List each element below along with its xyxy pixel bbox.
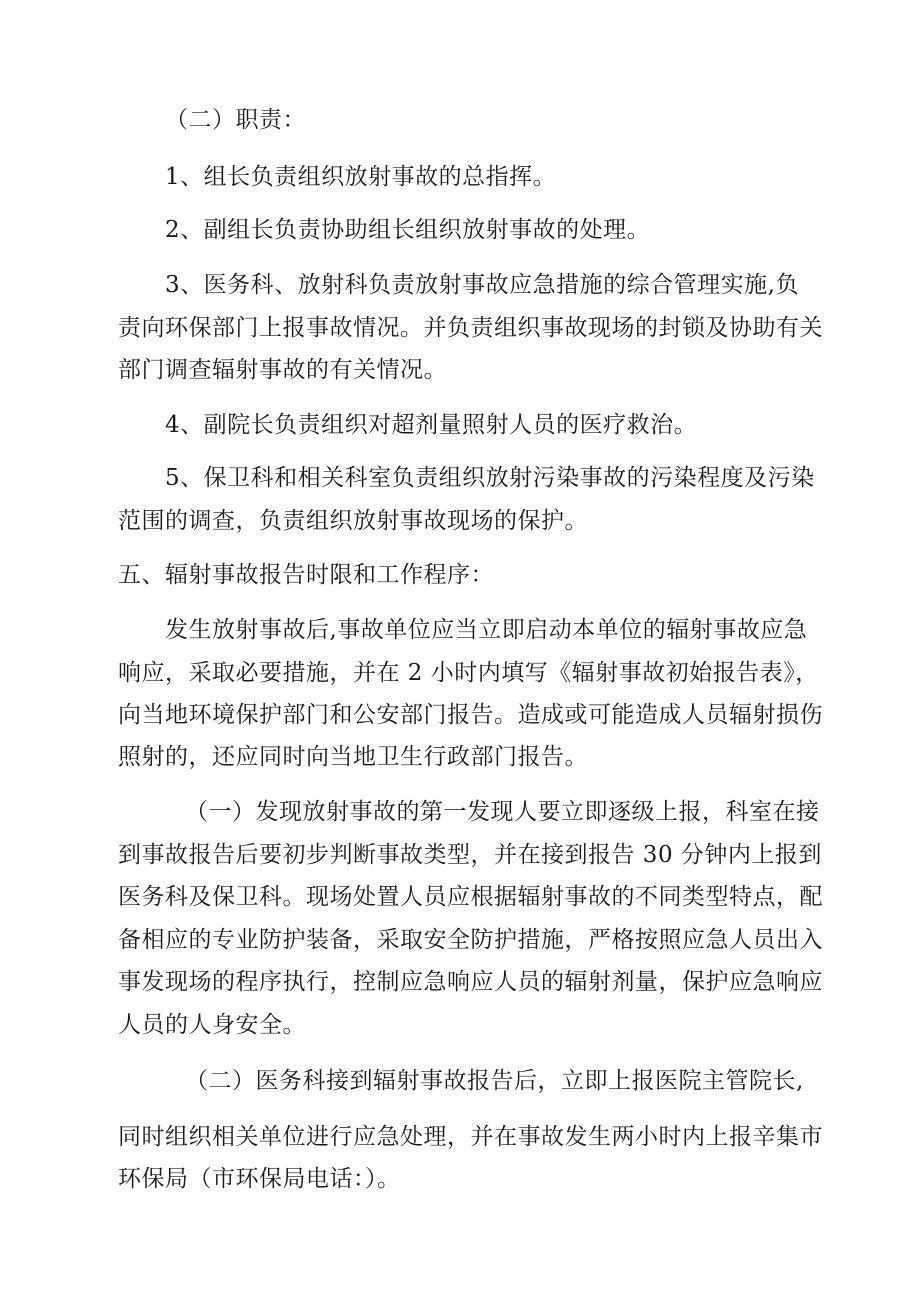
- duty-item-3-line-3: 部门调查辐射事故的有关情况。: [118, 357, 447, 383]
- step-1-line-1: （一）发现放射事故的第一发现人要立即逐级上报，科室在接: [185, 799, 820, 825]
- sub-heading-duties: （二）职责：: [165, 107, 306, 133]
- duty-item-1: 1、组长负责组织放射事故的总指挥。: [165, 164, 557, 190]
- step-1-line-2: 到事故报告后要初步判断事故类型，并在接到报告 30 分钟内上报到: [118, 842, 822, 868]
- duty-item-5-line-1: 5、保卫科和相关科室负责组织放射污染事故的污染程度及污染: [165, 465, 815, 491]
- section-5-heading: 五、辐射事故报告时限和工作程序：: [118, 562, 494, 588]
- intro-paragraph-line-1: 发生放射事故后,事故单位应当立即启动本单位的辐射事故应急: [165, 617, 808, 643]
- duty-item-3-line-2: 责向环保部门上报事故情况。并负责组织事故现场的封锁及协助有关: [118, 315, 823, 341]
- step-2-line-2: 同时组织相关单位进行应急处理，并在事故发生两小时内上报辛集市: [118, 1124, 823, 1150]
- step-1-line-3: 医务科及保卫科。现场处置人员应根据辐射事故的不同类型特点，配: [118, 884, 823, 910]
- step-1-line-6: 人员的人身安全。: [118, 1012, 306, 1038]
- duty-item-2: 2、副组长负责协助组长组织放射事故的处理。: [165, 217, 651, 243]
- duty-item-4: 4、副院长负责组织对超剂量照射人员的医疗救治。: [165, 412, 698, 438]
- step-2-line-1: （二）医务科接到辐射事故报告后，立即上报医院主管院长,: [185, 1068, 804, 1094]
- duty-item-5-line-2: 范围的调查，负责组织放射事故现场的保护。: [118, 508, 588, 534]
- intro-paragraph-line-2: 响应，采取必要措施，并在 2 小时内填写《辐射事故初始报告表》，: [118, 660, 819, 686]
- step-1-line-4: 备相应的专业防护装备，采取安全防护措施，严格按照应急人员出入: [118, 927, 823, 953]
- duty-item-3-line-1: 3、医务科、放射科负责放射事故应急措施的综合管理实施,负: [165, 272, 799, 298]
- intro-paragraph-line-4: 照射的，还应同时向当地卫生行政部门报告。: [118, 744, 588, 770]
- step-2-line-3: 环保局（市环保局电话：）。: [118, 1166, 401, 1192]
- intro-paragraph-line-3: 向当地环境保护部门和公安部门报告。造成或可能造成人员辐射损伤: [118, 702, 823, 728]
- step-1-line-5: 事发现场的程序执行，控制应急响应人员的辐射剂量，保护应急响应: [118, 969, 823, 995]
